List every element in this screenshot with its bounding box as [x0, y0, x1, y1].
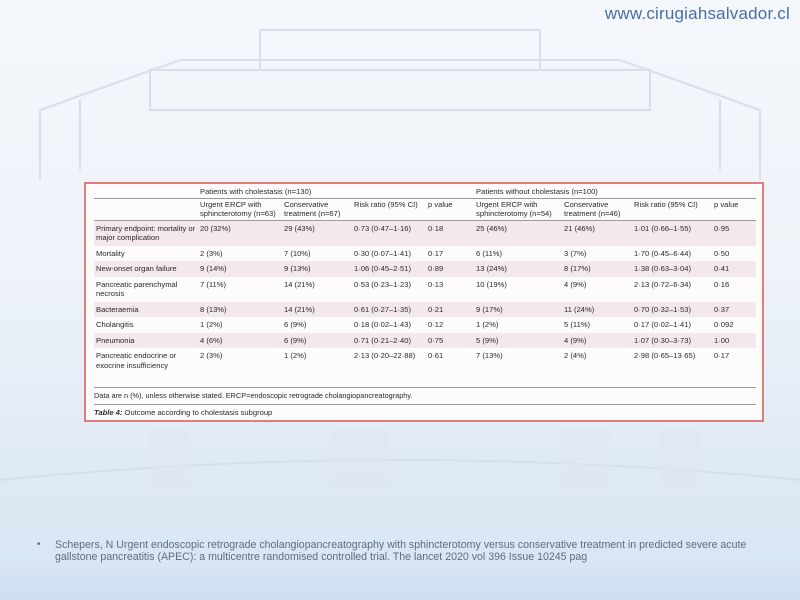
citation: [37, 539, 755, 563]
table-cell: 9 (14%): [198, 261, 282, 277]
group-with-cholestasis: Patients with cholestasis (n=130): [198, 186, 474, 198]
table-cell: 0·89: [426, 261, 474, 277]
column-header-row: [94, 198, 756, 220]
table-cell: 8 (13%): [198, 302, 282, 318]
table-cell: 4 (9%): [564, 279, 587, 289]
table-cell: 6 (11%): [476, 248, 503, 258]
bullet-icon: •: [37, 539, 41, 550]
table-cell: 0·41: [712, 261, 756, 277]
table-cell: 5 (11%): [564, 320, 591, 329]
table-cell: 7 (10%): [284, 248, 311, 258]
group-without-cholestasis: Patients without cholestasis (n=100): [474, 186, 756, 198]
table-cell: 2·13 (0·20–22·88): [354, 351, 416, 360]
table-cell: 1 (2%): [284, 351, 307, 360]
group-header-row: [94, 186, 756, 198]
table-cell: 2 (3%): [200, 351, 223, 360]
table-cell: 1·38 (0·63–3·04): [632, 261, 712, 277]
column-header: Risk ratio (95% CI): [634, 199, 698, 209]
table-cell: 0·21: [426, 302, 474, 318]
table-caption: [94, 404, 756, 417]
table-cell: 9 (17%): [474, 302, 562, 318]
table-cell: 0·70 (0·32–1·53): [632, 302, 712, 318]
table-caption-label: Table 4:: [94, 408, 123, 417]
column-header: Conservative treatment (n=67): [284, 199, 341, 218]
table-row: [94, 317, 756, 333]
table-cell: 0·12: [428, 320, 444, 329]
table-cell: 0·50: [714, 248, 730, 258]
table-cell: 0·16: [714, 279, 730, 289]
table-cell: 1 (2%): [200, 320, 223, 329]
table-cell: 1 (2%): [476, 320, 499, 329]
table-row: [94, 348, 756, 373]
table-cell: 0·61 (0·27–1·35): [352, 302, 426, 318]
table-cell: 0·17: [428, 248, 444, 258]
table-cell: 10 (19%): [476, 279, 507, 289]
table-cell: 0·13: [428, 279, 444, 289]
table-cell: 0·73 (0·47–1·16): [352, 220, 426, 246]
table-cell: 3 (7%): [564, 248, 587, 258]
table-cell: 0·37: [712, 302, 756, 318]
table-cell: 4 (6%): [198, 333, 282, 349]
row-label-cell: Pancreatic endocrine or exocrine insufficiency: [96, 351, 177, 370]
table-cell: 6 (9%): [284, 320, 307, 329]
table-cell: 0·95: [712, 220, 756, 246]
table-cell: 6 (9%): [282, 333, 352, 349]
site-url: www.cirugiahsalvador.cl: [604, 4, 790, 23]
table-row: [94, 220, 756, 246]
table-cell: 25 (46%): [474, 220, 562, 246]
table-cell: 1·07 (0·30–3·73): [632, 333, 712, 349]
row-label-cell: Pneumonia: [94, 333, 198, 349]
outcome-table: [94, 186, 756, 373]
table-cell: 0·17 (0·02–1·41): [634, 320, 692, 329]
table-row: [94, 261, 756, 277]
table-cell: 0·18: [426, 220, 474, 246]
table-cell: 1·06 (0·45–2·51): [352, 261, 426, 277]
table-cell: 2 (3%): [200, 248, 223, 258]
table-cell: 14 (21%): [282, 302, 352, 318]
column-header: Urgent ERCP with sphincterotomy (n=63): [200, 199, 276, 218]
table-row: [94, 302, 756, 318]
table-cell: 2·13 (0·72–6·34): [634, 279, 692, 289]
table-footnote: Data are n (%), unless otherwise stated. ERCP=endoscopic retrograde cholangiopancreatography.: [94, 387, 756, 400]
table-cell: 0·75: [426, 333, 474, 349]
row-label-cell: New-onset organ failure: [94, 261, 198, 277]
table-cell: 20 (32%): [198, 220, 282, 246]
row-label-cell: Primary endpoint: mortality or major complication: [94, 220, 198, 246]
table-row: [94, 246, 756, 262]
table-row: [94, 333, 756, 349]
bottom-gradient-band: [0, 564, 800, 600]
table-cell: 0·53 (0·23–1·23): [354, 279, 411, 289]
column-header: p value: [428, 199, 453, 209]
table-cell: 11 (24%): [562, 302, 632, 318]
table-cell: 5 (9%): [474, 333, 562, 349]
table-row: [94, 277, 756, 302]
table-cell: 1·01 (0·66–1·55): [632, 220, 712, 246]
table-cell: 13 (24%): [474, 261, 562, 277]
table-cell: 0·61: [428, 351, 444, 360]
table-cell: 4 (9%): [562, 333, 632, 349]
row-label-cell: Mortality: [96, 248, 125, 258]
table-cell: 2·98 (0·65–13·65): [634, 351, 696, 360]
table-cell: 2 (4%): [564, 351, 587, 360]
table-cell: 14 (21%): [284, 279, 315, 289]
column-header: [94, 198, 198, 220]
row-label-cell: Pancreatic parenchymal necrosis: [96, 279, 178, 298]
table-cell: 0·17: [714, 351, 730, 360]
table-cell: 0·092: [714, 320, 734, 329]
column-header: p value: [714, 199, 739, 209]
row-label-cell: Cholangitis: [96, 320, 134, 329]
table-cell: 1·70 (0·45–6·44): [634, 248, 692, 258]
table-cell: 7 (13%): [476, 351, 503, 360]
table-cell: 1·00: [712, 333, 756, 349]
table-cell: 7 (11%): [200, 279, 227, 289]
row-label-cell: Bacteraemia: [94, 302, 198, 318]
table-cell: 0·30 (0·07–1·41): [354, 248, 411, 258]
table-cell: 21 (46%): [562, 220, 632, 246]
column-header: Urgent ERCP with sphincterotomy (n=54): [476, 199, 552, 218]
table-caption-text: Outcome according to cholestasis subgroup: [122, 408, 273, 417]
citation-text: Schepers, N Urgent endoscopic retrograde cholangiopancreatography with sphincterotomy versus conservative treatment in predicted severe acute gallstone pancreatitis (APEC): a multicentre randomised controlled trial. The lancet 2020 vol 396 Issue 10245 pag: [55, 539, 747, 563]
column-header: Risk ratio (95% CI): [354, 199, 418, 209]
column-header: Conservative treatment (n=46): [564, 199, 621, 218]
table-cell: 8 (17%): [562, 261, 632, 277]
table-cell: 9 (13%): [282, 261, 352, 277]
table-cell: 0·71 (0·21–2·40): [352, 333, 426, 349]
outcome-table-image: [84, 182, 764, 422]
table-cell: 0·18 (0·02–1·43): [354, 320, 411, 329]
table-cell: 29 (43%): [282, 220, 352, 246]
